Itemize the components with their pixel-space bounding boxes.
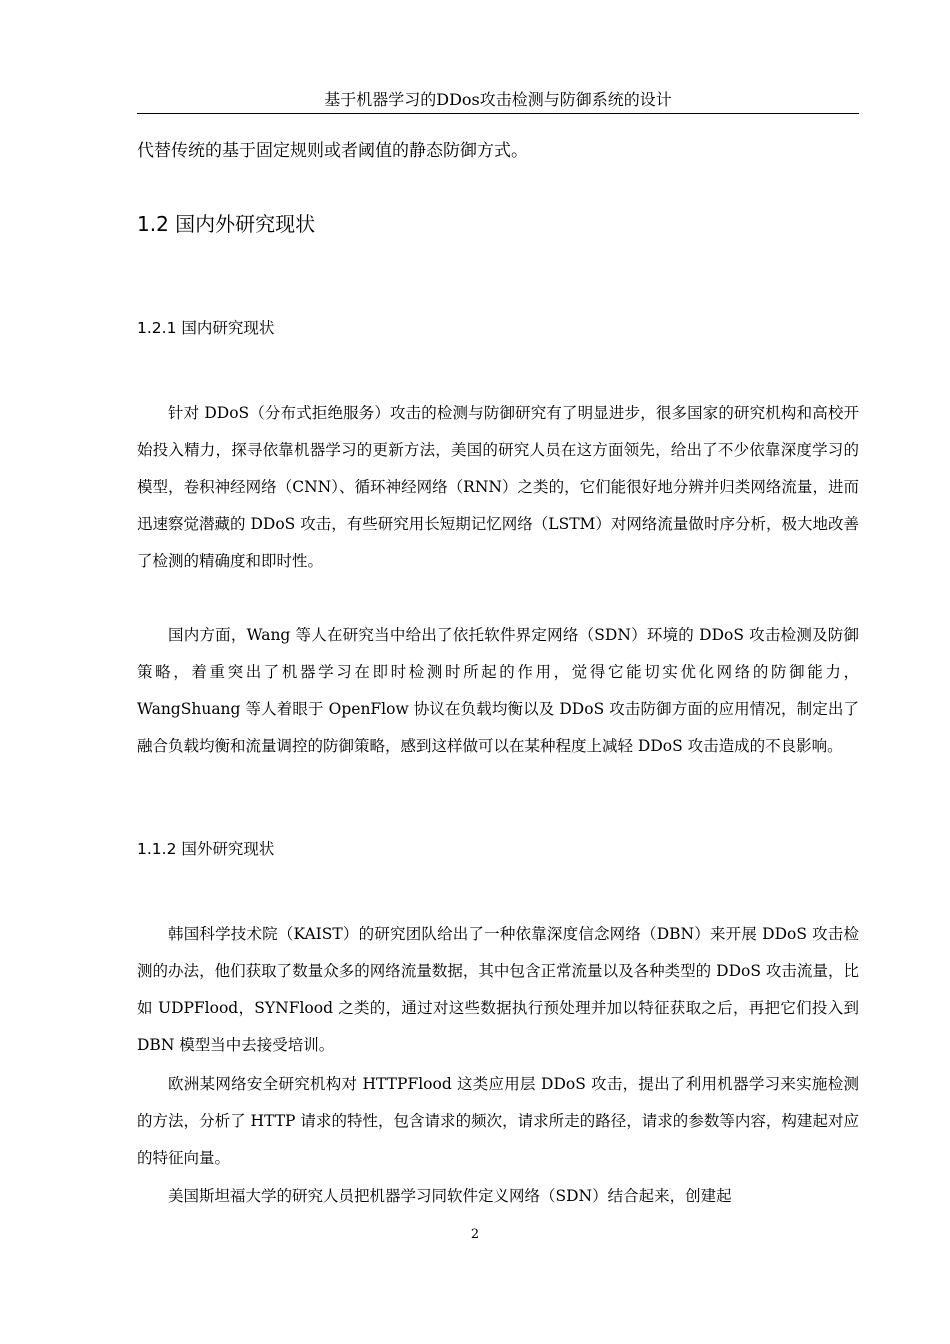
section-heading-1-2: 1.2 国内外研究现状 — [137, 212, 316, 236]
paragraph: 韩国科学技术院（KAIST）的研究团队给出了一种依靠深度信念网络（DBN）来开展 DDoS 攻击检测的办法，他们获取了数量众多的网络流量数据，其中包含正常流量以及各种类型的 DDoS 攻击流量，比如 UDPFlood，SYNFlood 之类的，通过对这些数据执行预处理并加以特征获取之后，再把它们投入到 DBN 模型当中去接受培训。 — [137, 925, 859, 1054]
page-number: 2 — [470, 1227, 480, 1242]
paragraph: 针对 DDoS（分布式拒绝服务）攻击的检测与防御研究有了明显进步，很多国家的研究机构和高校开始投入精力，探寻依靠机器学习的更新方法，美国的研究人员在这方面领先，给出了不少依靠深度学习的模型，卷积神经网络（CNN）、循环神经网络（RNN）之类的，它们能很好地分辨并归类网络流量，进而迅速察觉潜藏的 DDoS 攻击，有些研究用长短期记忆网络（LSTM）对网络流量做时序分析，极大地改善了检测的精确度和即时性。 — [137, 404, 859, 570]
subsection-heading-1-1-2: 1.1.2 国外研究现状 — [137, 840, 275, 858]
continued-text: 代替传统的基于固定规则或者阈值的静态防御方式。 — [137, 141, 528, 161]
subsection-heading-1-2-1: 1.2.1 国内研究现状 — [137, 319, 275, 337]
running-header: 基于机器学习的DDos攻击检测与防御系统的设计 — [137, 88, 859, 114]
paragraph: 国内方面，Wang 等人在研究当中给出了依托软件界定网络（SDN）环境的 DDoS 攻击检测及防御策略，着重突出了机器学习在即时检测时所起的作用，觉得它能切实优化网络的防御能力，WangShuang 等人着眼于 OpenFlow 协议在负载均衡以及 DDoS 攻击防御方面的应用情况，制定出了融合负载均衡和流量调控的防御策略，感到这样做可以在某种程度上减轻 DDoS 攻击造成的不良影响。 — [137, 626, 859, 755]
paragraph: 欧洲某网络安全研究机构对 HTTPFlood 这类应用层 DDoS 攻击，提出了利用机器学习来实施检测的方法，分析了 HTTP 请求的特性，包含请求的频次，请求所走的路径，请求的参数等内容，构建起对应的特征向量。 — [137, 1075, 859, 1167]
paragraph: 美国斯坦福大学的研究人员把机器学习同软件定义网络（SDN）结合起来，创建起 — [168, 1187, 732, 1205]
